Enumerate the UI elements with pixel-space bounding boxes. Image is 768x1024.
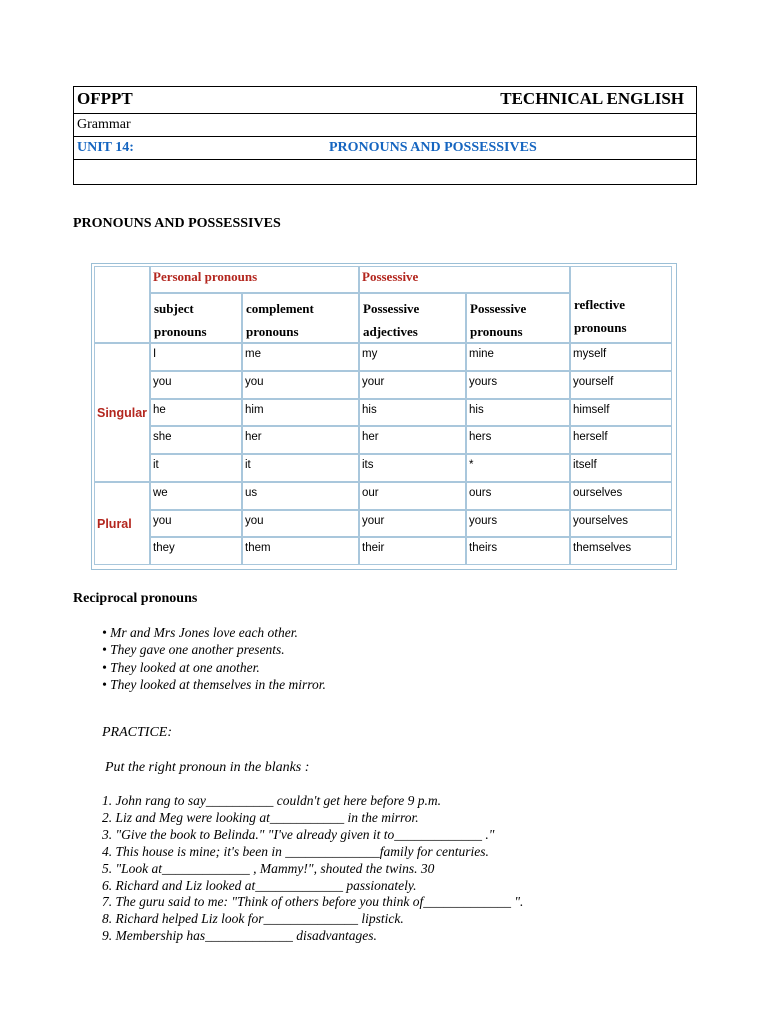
column-header-line: pronouns — [246, 324, 299, 339]
header-row-unit — [74, 137, 696, 160]
reciprocal-title: Reciprocal pronouns — [73, 591, 198, 606]
list-item: • They looked at themselves in the mirror. — [102, 676, 326, 692]
course-name: TECHNICAL ENGLISH — [500, 89, 684, 108]
unit-number: UNIT 14: — [77, 140, 134, 155]
table-cell: ourselves — [570, 482, 672, 510]
exercise-item: 8. Richard helped Liz look for______________ lipstick. — [102, 911, 404, 927]
table-corner-cell — [94, 266, 150, 343]
exercise-list — [102, 793, 523, 945]
column-header-line: complement — [246, 301, 314, 316]
column-header — [570, 266, 672, 343]
table-cell: us — [242, 482, 359, 510]
table-cell: his — [359, 399, 466, 427]
column-header — [359, 293, 466, 343]
table-cell: him — [242, 399, 359, 427]
column-header-line: Possessive — [470, 301, 527, 316]
table-cell: you — [242, 371, 359, 399]
table-cell: myself — [570, 343, 672, 371]
exercise-item: 2. Liz and Meg were looking at___________ in the mirror. — [102, 809, 419, 825]
header-personal-pronouns: Personal pronouns — [150, 266, 359, 293]
table-cell: his — [466, 399, 570, 427]
table-cell: yourself — [570, 371, 672, 399]
table-cell: our — [359, 482, 466, 510]
header-possessive: Possessive — [359, 266, 570, 293]
table-cell: he — [150, 399, 242, 427]
table-cell: * — [466, 454, 570, 482]
table-cell: yourselves — [570, 510, 672, 538]
table-cell: hers — [466, 426, 570, 454]
table-cell: mine — [466, 343, 570, 371]
subject-name: Grammar — [77, 117, 131, 132]
list-item: • Mr and Mrs Jones love each other. — [102, 625, 298, 640]
column-header-line: pronouns — [154, 324, 207, 339]
header-row-empty — [74, 160, 696, 184]
practice-label: PRACTICE: — [102, 725, 172, 740]
column-header-line: subject — [154, 301, 194, 316]
column-header — [150, 293, 242, 343]
section-title: PRONOUNS AND POSSESSIVES — [73, 216, 281, 231]
table-cell: you — [150, 510, 242, 538]
exercise-item: 7. The guru said to me: "Think of others before you think of_____________ ". — [102, 894, 524, 910]
exercise-item: 3. "Give the book to Belinda." "I've already given it to_____________ ." — [102, 826, 495, 842]
column-header — [466, 293, 570, 343]
table-cell: them — [242, 537, 359, 565]
column-header-line: pronouns — [470, 324, 523, 339]
table-cell: themselves — [570, 537, 672, 565]
table-cell: you — [242, 510, 359, 538]
table-cell: you — [150, 371, 242, 399]
column-header-line: reflective — [574, 297, 625, 312]
list-item: • They gave one another presents. — [102, 642, 285, 658]
table-cell: I — [150, 343, 242, 371]
group-label-singular: Singular — [94, 343, 150, 482]
list-item: • They looked at one another. — [102, 659, 260, 675]
table-cell: himself — [570, 399, 672, 427]
table-cell: theirs — [466, 537, 570, 565]
header-row-title — [74, 87, 696, 114]
table-cell: me — [242, 343, 359, 371]
exercise-item: 1. John rang to say__________ couldn't get here before 9 p.m. — [102, 793, 441, 808]
column-header-line: Possessive — [363, 301, 420, 316]
table-cell: its — [359, 454, 466, 482]
table-cell: their — [359, 537, 466, 565]
pronoun-table — [91, 263, 677, 570]
unit-title: PRONOUNS AND POSSESSIVES — [329, 140, 537, 155]
table-cell: she — [150, 426, 242, 454]
exercise-item: 9. Membership has_____________ disadvantages. — [102, 928, 377, 944]
group-label-plural: Plural — [94, 482, 150, 565]
table-cell: her — [359, 426, 466, 454]
table-cell: your — [359, 371, 466, 399]
table-cell: they — [150, 537, 242, 565]
exercise-item: 6. Richard and Liz looked at_____________ passionately. — [102, 877, 417, 893]
column-header-line: pronouns — [574, 320, 627, 335]
table-cell: herself — [570, 426, 672, 454]
exercise-item: 4. This house is mine; it's been in ______________family for centuries. — [102, 843, 489, 859]
example-list — [102, 624, 326, 693]
exercise-item: 5. "Look at_____________ , Mammy!", shouted the twins. 30 — [102, 860, 435, 876]
column-header — [242, 293, 359, 343]
column-header-line: adjectives — [363, 324, 418, 339]
table-cell: itself — [570, 454, 672, 482]
table-cell: your — [359, 510, 466, 538]
instruction: Put the right pronoun in the blanks : — [105, 760, 310, 775]
table-cell: we — [150, 482, 242, 510]
document-header — [73, 86, 697, 185]
table-cell: her — [242, 426, 359, 454]
header-row-subject — [74, 114, 696, 137]
table-cell: ours — [466, 482, 570, 510]
table-cell: my — [359, 343, 466, 371]
table-cell: it — [242, 454, 359, 482]
table-cell: it — [150, 454, 242, 482]
organization-name: OFPPT — [77, 89, 133, 108]
table-cell: yours — [466, 510, 570, 538]
table-cell: yours — [466, 371, 570, 399]
